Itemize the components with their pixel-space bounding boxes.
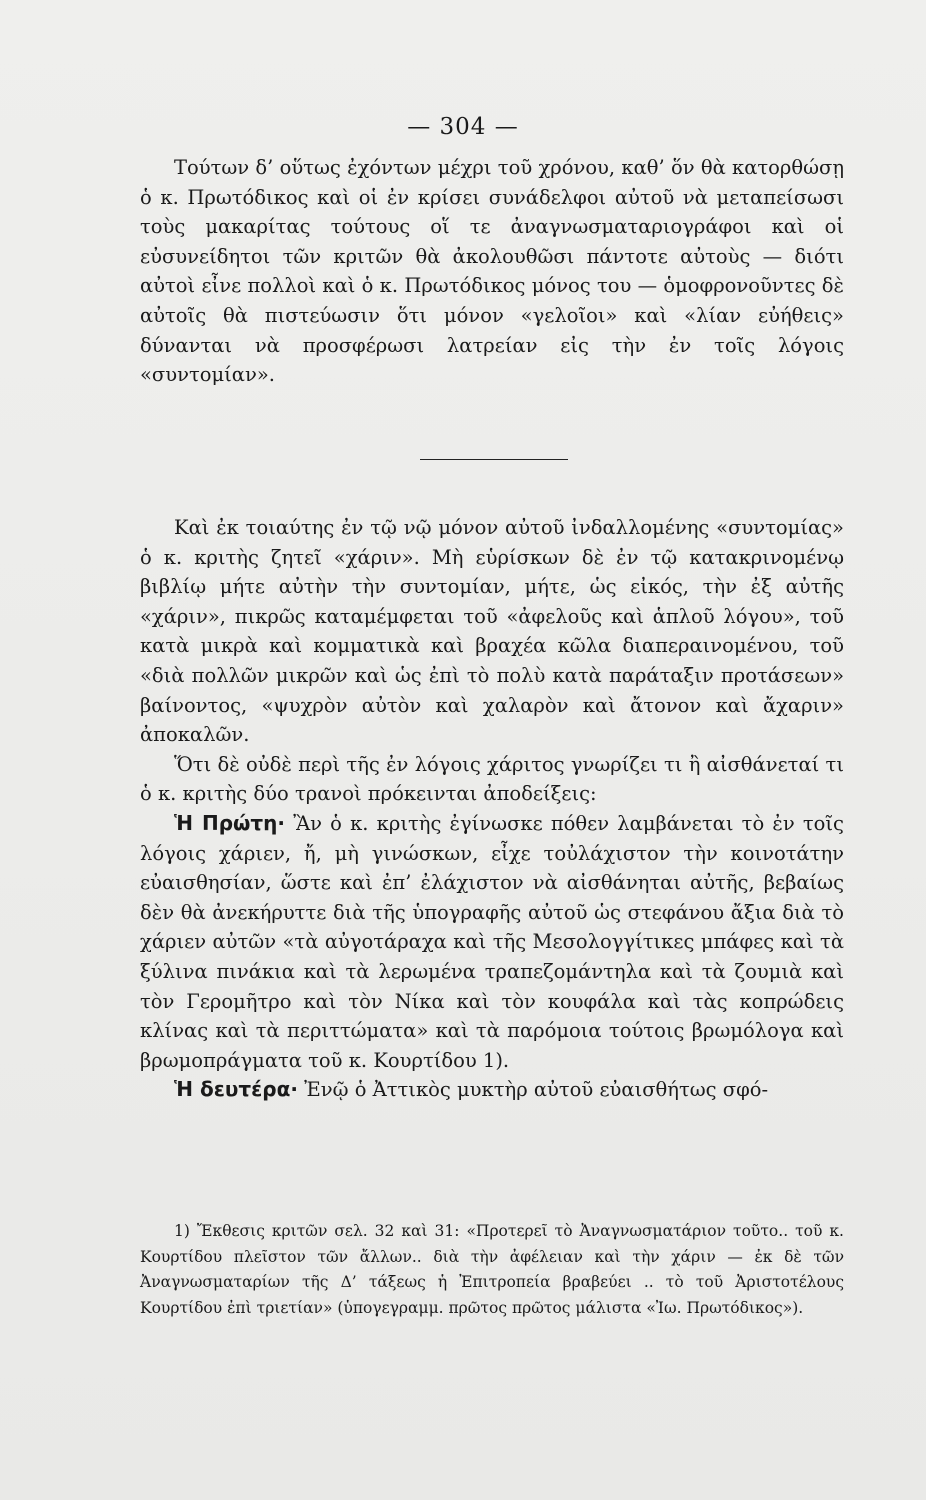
paragraph-4 bbox=[140, 809, 844, 1075]
text-block-top bbox=[140, 153, 844, 390]
first-proof-text: Ἂν ὁ κ. κριτὴς ἐγίνωσκε πόθεν λαμβάνεται τὸ ἐν τοῖς λόγοις χάριεν, ἤ, μὴ γινώσκων, εἶχε τοὐλάχιστον τὴν κοινοτάτην εὐαισθησίαν, ὥστε καὶ ἐπ’ ἐλάχιστον νὰ αἰσθάνηται αὐτῆς, βεβαίως δὲν θὰ ἀνεκήρυττε διὰ τῆς ὑπογραφῆς αὐτοῦ ὡς στεφάνου ἄξια διὰ τὸ χάριεν αὐτῶν «τὰ αὐγοτάραχα καὶ τῆς Μεσολογγίτικες μπάφες καὶ τὰ ξύλινα πινάκια καὶ τὰ λερωμένα τραπεζομάντηλα καὶ τὰ ζουμιὰ καὶ τὸν Γερομῆτρο καὶ τὸν Νίκα καὶ τὸν κουφάλα καὶ τὰς κοπρώδεις κλίνας καὶ τὰ περιττώματα» καὶ τὰ παρόμοια τούτοις βρωμόλογα καὶ βρωμοπράγματα τοῦ κ. Κουρτίδου 1). bbox=[140, 811, 844, 1072]
second-proof-text: Ἐνῷ ὁ Ἀττικὸς μυκτὴρ αὐτοῦ εὐαισθήτως σφό- bbox=[304, 1078, 769, 1102]
page-number: — 304 — bbox=[407, 114, 519, 140]
paragraph-1: Τούτων δ’ οὕτως ἐχόντων μέχρι τοῦ χρόνου, καθ’ ὅν θὰ κατορθώσῃ ὁ κ. Πρωτόδικος καὶ οἱ ἐν κρίσει συνάδελφοι αὐτοῦ νὰ μεταπείσωσι τοὺς μακαρίτας τούτους οἵ τε ἀναγνωσματαριογράφοι καὶ οἱ εὐσυνείδητοι τῶν κριτῶν θὰ ἀκολουθῶσι πάντοτε αὐτοὺς — διότι αὐτοὶ εἶνε πολλοὶ καὶ ὁ κ. Πρωτόδικος μόνος του — ὁμοφρονοῦντες δὲ αὐτοῖς θὰ πιστεύωσιν ὅτι μόνον «γελοῖοι» καὶ «λίαν εὐήθεις» δύνανται νὰ προσφέρωσι λατρείαν εἰς τὴν ἐν τοῖς λόγοις «συντομίαν». bbox=[140, 156, 844, 387]
second-proof-heading: Ἡ δευτέρα· bbox=[174, 1077, 298, 1102]
paragraph-3: Ὅτι δὲ οὐδὲ περὶ τῆς ἐν λόγοις χάριτος γνωρίζει τι ἢ αἰσθάνεταί τι ὁ κ. κριτὴς δύο τρανοὶ πρόκεινται ἀποδείξεις: bbox=[140, 752, 844, 806]
first-proof-heading: Ἡ Πρώτη· bbox=[174, 810, 286, 835]
paragraph-5 bbox=[140, 1075, 844, 1105]
footnote bbox=[140, 1219, 844, 1321]
footnote-text: 1) Ἔκθεσις κριτῶν σελ. 32 καὶ 31: «Προτερεῖ τὸ Ἀναγνωσματάριον τοῦτο.. τοῦ κ. Κουρτίδου πλεῖστον τῶν ἄλλων.. διὰ τὴν ἀφέλειαν καὶ τὴν χάριν — ἐκ δὲ τῶν Ἀναγνωσματαρίων τῆς Δ’ τάξεως ἡ Ἐπιτροπεία βραβεύει .. τὸ τοῦ Ἀριστοτέλους Κουρτίδου ἐπὶ τριετίαν» (ὑπογεγραμμ. πρῶτος πρῶτος μάλιστα «Ἰω. Πρωτόδικος»). bbox=[140, 1222, 844, 1317]
section-divider bbox=[420, 459, 568, 460]
paragraph-2: Καὶ ἐκ τοιαύτης ἐν τῷ νῷ μόνον αὐτοῦ ἰνδαλλομένης «συντομίας» ὁ κ. κριτὴς ζητεῖ «χάριν». Μὴ εὑρίσκων δὲ ἐν τῷ κατακρινομένῳ βιβλίῳ μήτε αὐτὴν τὴν συντομίαν, μήτε, ὡς εἰκός, τὴν ἐξ αὐτῆς «χάριν», πικρῶς καταμέμφεται τοῦ «ἀφελοῦς καὶ ἁπλοῦ λόγου», τοῦ κατὰ μικρὰ καὶ κομματικὰ καὶ βραχέα κῶλα διαπεραινομένου, τοῦ «διὰ πολλῶν μικρῶν καὶ ὡς ἐπὶ τὸ πολὺ κατὰ παράταξιν προτάσεων» βαίνοντος, «ψυχρὸν αὐτὸν καὶ χαλαρὸν καὶ ἄτονον καὶ ἄχαριν» ἀποκαλῶν. bbox=[140, 516, 844, 747]
text-block-main bbox=[140, 513, 844, 1105]
